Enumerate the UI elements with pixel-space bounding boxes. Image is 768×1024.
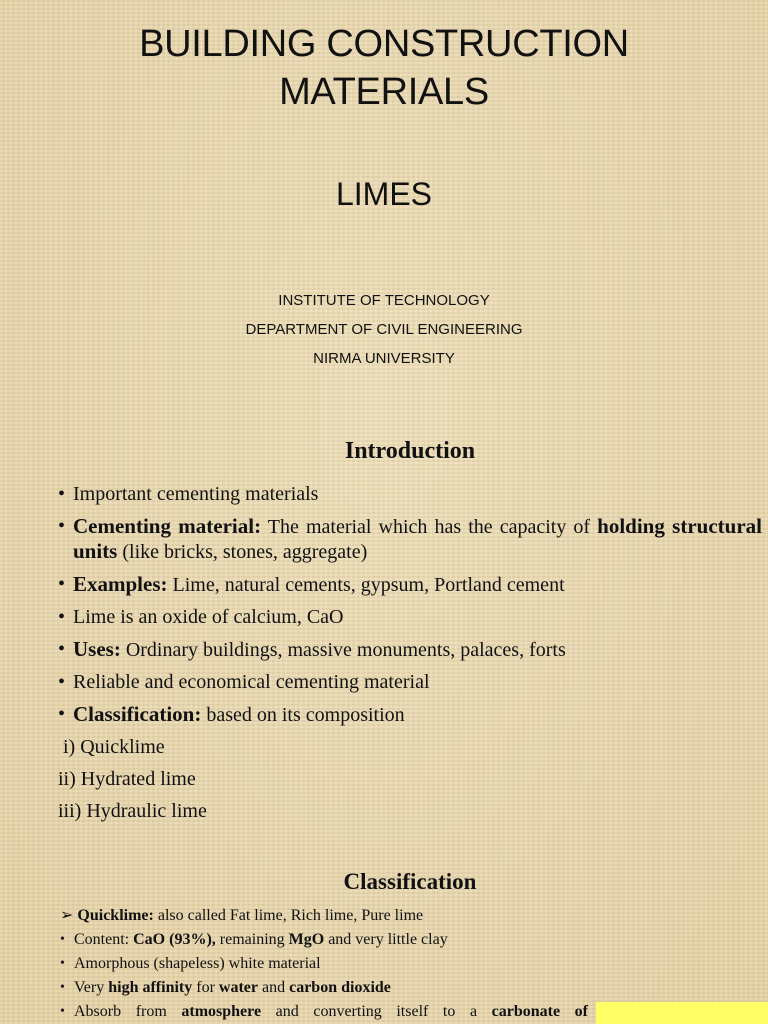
list-item [58,514,762,564]
item-text: Very [74,979,109,996]
item-lead: Examples: [73,572,168,596]
bullet-icon: • [60,1004,65,1019]
word: and [275,1003,299,1020]
item-bold: CaO (93%), [133,931,216,948]
classification-heading: Classification [343,869,477,894]
list-item [60,976,588,1000]
affiliation-university: NIRMA UNIVERSITY [313,350,455,367]
sub-item-quicklime: i) Quicklime [58,736,165,758]
item-text: remaining [215,931,289,948]
affiliation-department: DEPARTMENT OF CIVIL ENGINEERING [245,321,523,338]
item-text: for [192,979,219,996]
sub-item-hydraulic-lime: iii) Hydraulic lime [58,800,207,822]
introduction-slide [0,420,768,860]
word: from [135,1003,167,1020]
item-bold: holding structural units [73,514,762,563]
word: a [469,1003,478,1020]
item-text: The material which has the capacity of [261,516,598,538]
word: converting [313,1003,382,1020]
item-lead: Cementing material: [73,514,262,538]
document-title [0,20,768,116]
item-tail: (like bricks, stones, aggregate) [117,541,368,563]
list-item [58,482,762,506]
highlight-box [596,1002,768,1024]
item-text: also called Fat lime, Rich lime, Pure lime [153,907,424,924]
bullet-icon: • [58,515,66,537]
item-bold: MgO [288,931,325,948]
bullet-icon: • [58,638,66,660]
introduction-heading: Introduction [344,438,476,464]
affiliation-block [0,286,768,373]
bullet-icon: • [58,606,66,628]
classification-slide [0,860,768,1024]
introduction-list [58,482,762,823]
word: itself [396,1003,429,1020]
item-lead: Quicklime: [77,907,154,924]
item-lead: Classification: [73,702,202,726]
item-lead: Uses: [73,637,121,661]
item-text: Lime is an oxide of calcium, CaO [73,606,344,628]
list-item [60,952,588,976]
justified-line [74,1000,588,1024]
item-text: and very little clay [324,931,448,948]
word-bold: of [574,1003,588,1020]
list-item [60,1000,588,1024]
list-item [58,572,762,597]
bullet-icon: • [58,703,66,725]
subtitle: LIMES [335,176,433,212]
sub-item-hydrated-lime: ii) Hydrated lime [58,768,196,790]
bullet-icon: • [58,671,66,693]
item-text: Reliable and economical cementing material [73,671,430,693]
item-bold: water [218,979,258,996]
list-item [58,605,762,629]
affiliation-institute: INSTITUTE OF TECHNOLOGY [278,292,490,309]
arrow-icon: ➢ [60,907,74,924]
list-item [60,928,588,952]
word-bold: atmosphere [181,1003,262,1020]
list-item [58,702,762,727]
list-item [58,670,762,694]
item-bold: high affinity [108,979,193,996]
bullet-icon: • [60,980,65,995]
item-text: Amorphous (shapeless) white material [74,955,321,972]
word: Absorb [74,1003,122,1020]
item-text: Important cementing materials [73,483,319,505]
bullet-icon: • [58,573,66,595]
title-line-2: MATERIALS [279,71,489,113]
title-line-1: BUILDING CONSTRUCTION [139,23,629,65]
bullet-icon: • [60,956,65,971]
item-bold: carbon dioxide [289,979,391,996]
item-text: Ordinary buildings, massive monuments, palaces, forts [120,639,566,661]
bullet-icon: • [60,932,65,947]
title-slide [0,0,768,400]
item-text: and [257,979,290,996]
classification-list [60,904,588,1024]
item-text: based on its composition [201,704,405,726]
bullet-icon: • [58,483,66,505]
list-item [60,904,588,928]
word-bold: carbonate [491,1003,561,1020]
item-text: Lime, natural cements, gypsum, Portland cement [167,574,565,596]
word: to [442,1003,456,1020]
item-text: Content: [74,931,134,948]
list-item [58,637,762,662]
